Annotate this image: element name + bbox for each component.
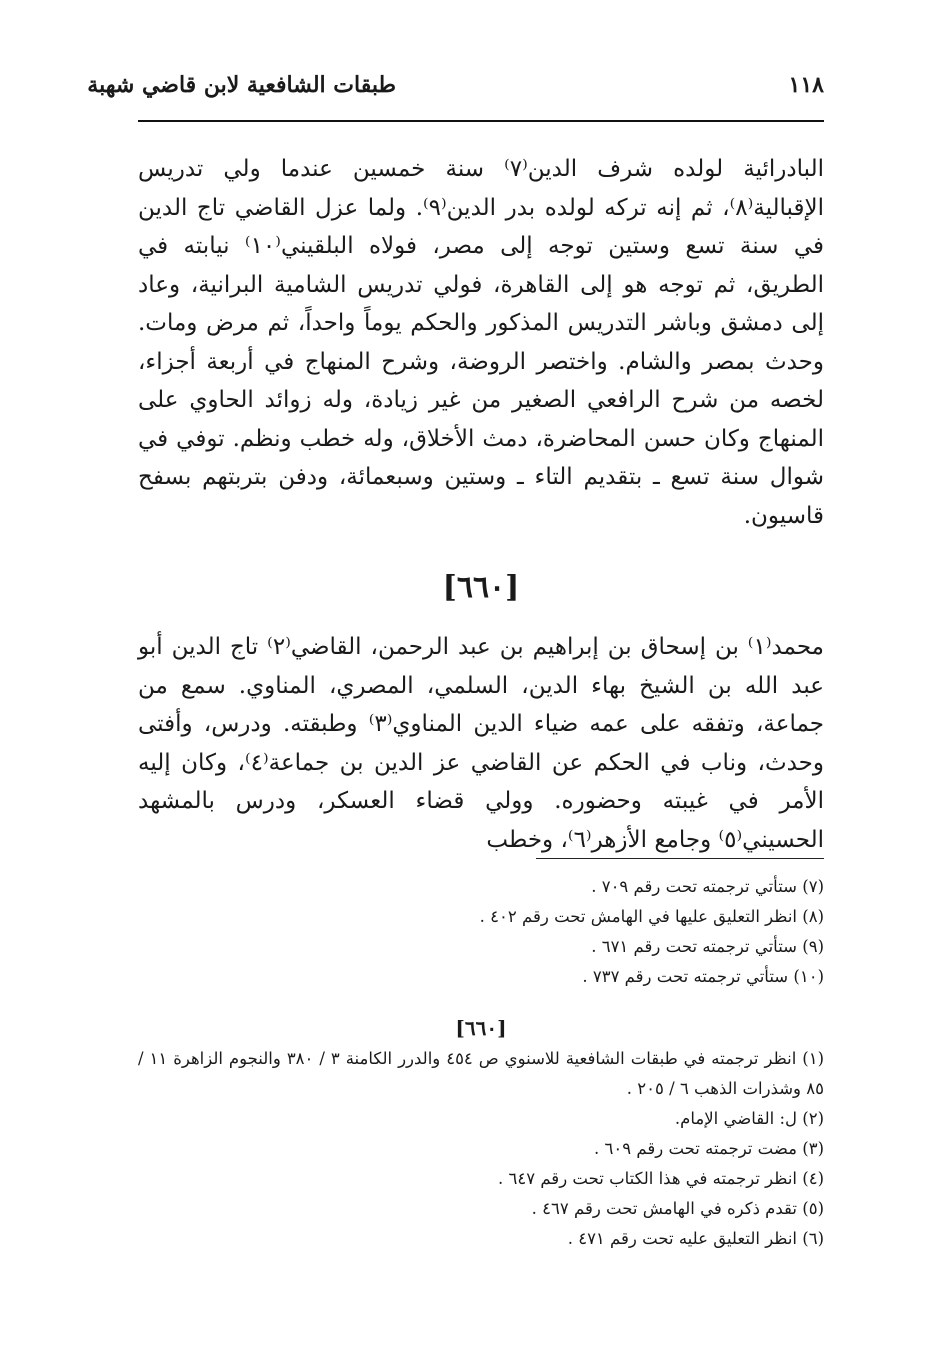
- footnote-item: (٥) تقدم ذكره في الهامش تحت رقم ٤٦٧ .: [531, 1199, 824, 1218]
- footnote-item: (٨) انظر التعليق عليها في الهامش تحت رقم ٤٠٢ .: [479, 907, 824, 926]
- footnote-item: (٢) ل: القاضي الإمام.: [674, 1109, 824, 1128]
- footnote-item: (١٠) ستأتي ترجمته تحت رقم ٧٣٧ .: [582, 967, 824, 986]
- paragraph-text: البادرائية لولده شرف الدين⁽٧⁾ سنة خمسين عندما ولي تدريس الإقبالية⁽٨⁾، ثم إنه تركه لولده بدر الدين⁽٩⁾. ولما عزل القاضي تاج الدين في سنة تسع وستين توجه إلى مصر، فولاه البلقيني⁽١٠⁾ نيابته في الطريق، ثم توجه هو إلى القاهرة، فولي تدريس الشامية البرانية، وعاد إلى دمشق وباشر التدريس المذكور والحكم يوماً واحداً، ثم مرض ومات. وحدث بمصر والشام. واختصر الروضة، وشرح المنهاج في أربعة أجزاء، لخصه من شرح الرافعي الصغير من غير زيادة، وله زوائد الحاوي على المنهاج وكان حسن المحاضرة، دمث الأخلاق، وله خطب ونظم. توفي في شوال سنة تسع ـ بتقديم التاء ـ وستين وسبعمائة، ودفن بتربتهم بسفح قاسيون.: [138, 156, 824, 529]
- body-paragraph-continued: [138, 150, 824, 535]
- footnote-item: (٧) ستأتي ترجمته تحت رقم ٧٠٩ .: [591, 877, 824, 896]
- body-paragraph-entry: [138, 628, 824, 859]
- footnote-item: (٦) انظر التعليق عليه تحت رقم ٤٧١ .: [567, 1229, 824, 1248]
- running-header: [87, 70, 824, 110]
- footnote-rule: [536, 858, 824, 859]
- footnote-entry-heading: [٦٦٠]: [455, 1016, 507, 1040]
- paragraph-text: محمد⁽١⁾ بن إسحاق بن إبراهيم بن عبد الرحمن، القاضي⁽٢⁾ تاج الدين أبو عبد الله بن الشيخ بهاء الدين، السلمي، المصري، المناوي. سمع من جماعة، وتفقه على عمه ضياء الدين المناوي⁽٣⁾ وطبقته. ودرس، وأفتى وحدث، وناب في الحكم عن القاضي عز الدين بن جماعة⁽٤⁾، وكان إليه الأمر في غيبته وحضوره. وولي قضاء العسكر، ودرس بالمشهد الحسيني⁽٥⁾ وجامع الأزهر⁽٦⁾، وخطب: [138, 634, 824, 853]
- running-title: طبقات الشافعية لابن قاضي شهبة: [87, 72, 396, 98]
- entry-number-heading: [٦٦٠]: [442, 570, 520, 605]
- footnote-item: (٤) انظر ترجمته في هذا الكتاب تحت رقم ٦٤٧ .: [497, 1169, 824, 1188]
- header-rule: [138, 120, 824, 122]
- footnote-item: (١) انظر ترجمته في طبقات الشافعية للاسنوي ص ٤٥٤ والدرر الكامنة ٣ / ٣٨٠ والنجوم الزاهرة ١١ / ٨٥ وشذرات الذهب ٦ / ٢٠٥ .: [138, 1049, 824, 1098]
- page-number: ١١٨: [788, 72, 824, 98]
- footnote-item: (٩) ستأتي ترجمته تحت رقم ٦٧١ .: [591, 937, 824, 956]
- footnotes-previous-entry: [138, 872, 824, 992]
- footnote-item: (٣) مضت ترجمته تحت رقم ٦٠٩ .: [594, 1139, 824, 1158]
- footnotes-current-entry: [138, 1044, 824, 1254]
